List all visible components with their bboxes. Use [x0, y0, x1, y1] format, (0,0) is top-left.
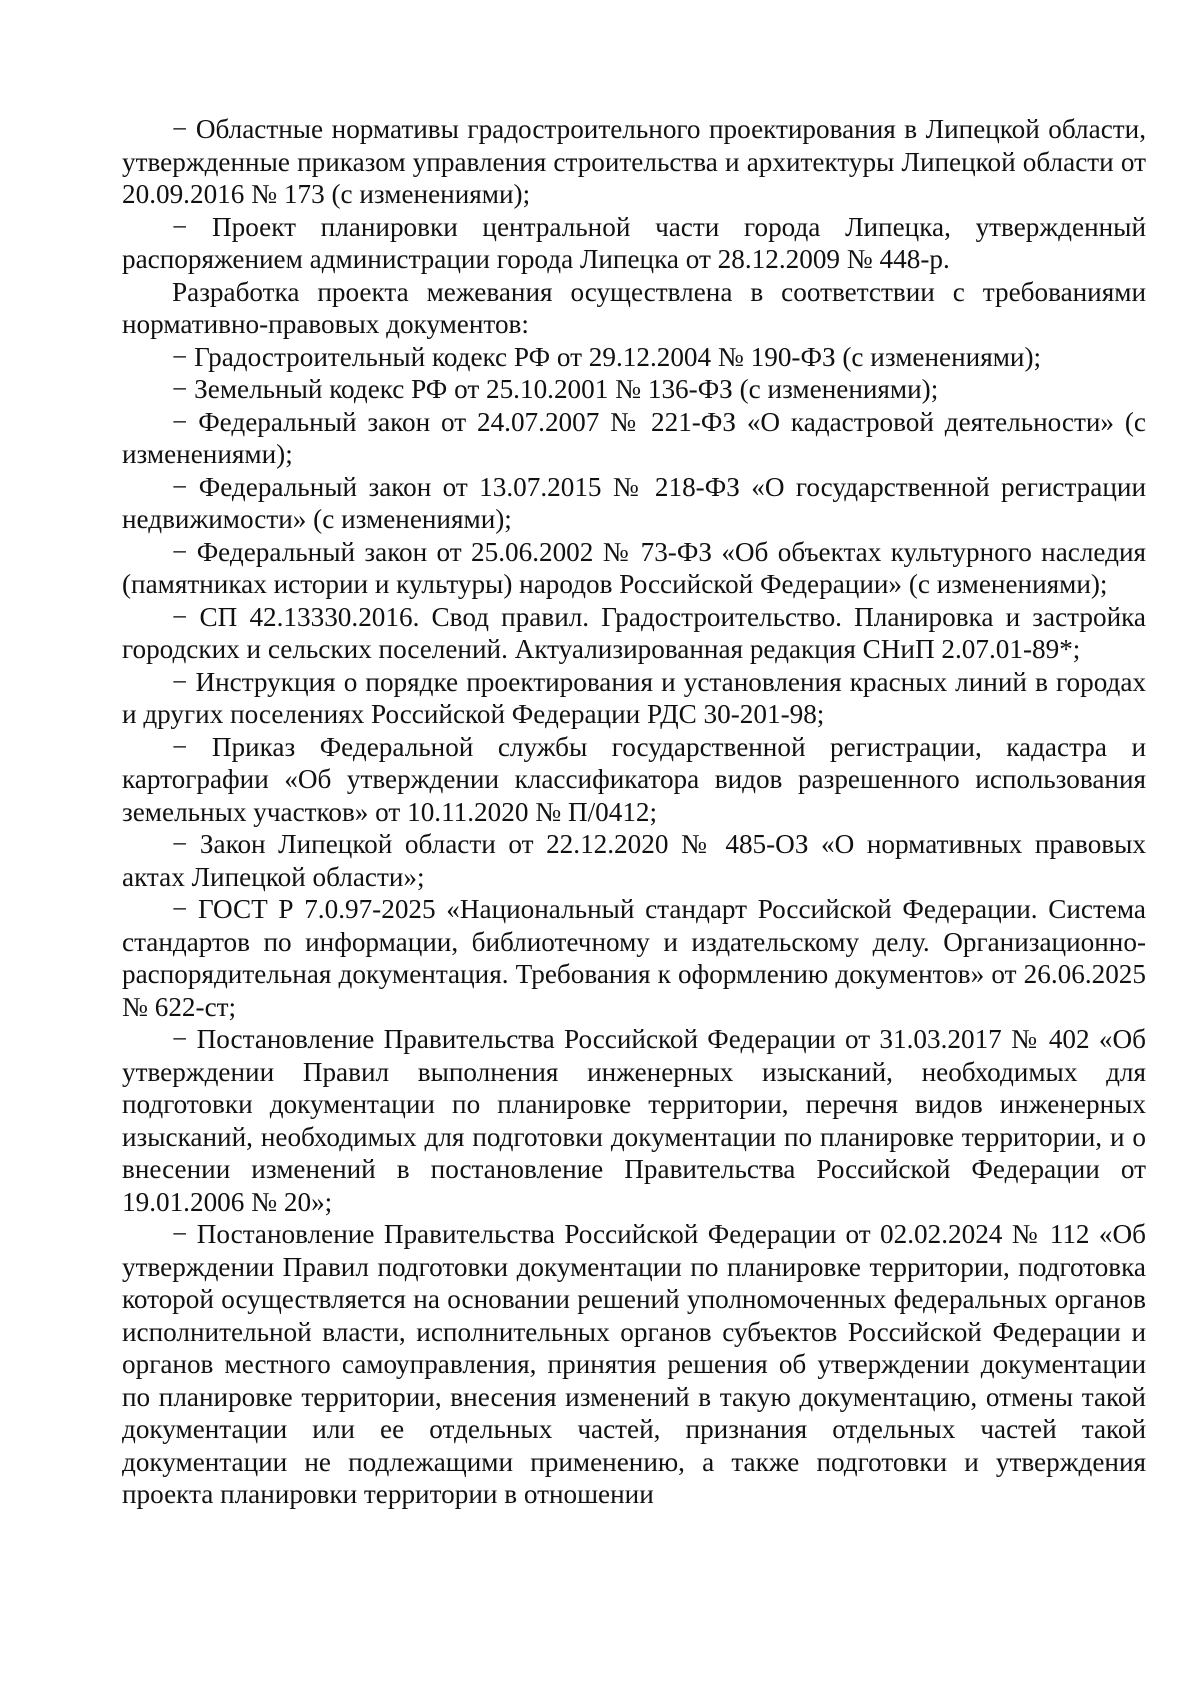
- paragraph-red-lines-instruction: − Инструкция о порядке проектирования и установления красных линий в городах и других поселениях Российской Федерации РДС 30-201-98;: [122, 666, 1146, 729]
- paragraph-land-code: − Земельный кодекс РФ от 25.10.2001 № 136-ФЗ (с изменениями);: [172, 374, 939, 404]
- paragraph-intro-requirements: Разработка проекта межевания осуществлена в соответствии с требованиями нормативно-правовых документов:: [122, 276, 1146, 339]
- paragraph-registration-law: − Федеральный закон от 13.07.2015 № 218-ФЗ «О государственной регистрации недвижимости» (с изменениями);: [122, 471, 1146, 534]
- paragraph-planning-project: − Проект планировки центральной части города Липецка, утвержденный распоряжением администрации города Липецка от 28.12.2009 № 448-р.: [122, 211, 1146, 274]
- paragraph-resolution-402: − Постановление Правительства Российской Федерации от 31.03.2017 № 402 «Об утверждении Правил выполнения инженерных изысканий, необходимых для подготовки документации по планировке территории, перечня видов инженерных изысканий, необходимых для подготовки документации по планировке территории, и о внесении изменений в постановление Правительства Российской Федерации от 19.01.2006 № 20»;: [122, 1024, 1146, 1217]
- document-page: [122, 113, 1146, 1511]
- paragraph-resolution-112: − Постановление Правительства Российской Федерации от 02.02.2024 № 112 «Об утверждении Правил подготовки документации по планировке территории, подготовка которой осуществляется на основании решений уполномоченных федеральных органов исполнительной власти, исполнительных органов субъектов Российской Федерации и органов местного самоуправления, принятия решения об утверждении документации по планировке территории, внесения изменений в такую документацию, отмены такой документации или ее отдельных частей, признания отдельных частей такой документации не подлежащими применению, а также подготовки и утверждения проекта планировки территории в отношении: [122, 1219, 1146, 1509]
- paragraph-lipetsk-law: − Закон Липецкой области от 22.12.2020 № 485-ОЗ «О нормативных правовых актах Липецкой области»;: [122, 829, 1146, 892]
- paragraph-gost: − ГОСТ Р 7.0.97-2025 «Национальный стандарт Российской Федерации. Система стандартов по информации, библиотечному и издательскому делу. Организационно-распорядительная документация. Требования к оформлению документов» от 26.06.2025 № 622-ст;: [122, 894, 1146, 1022]
- paragraph-urban-code: − Градостроительный кодекс РФ от 29.12.2004 № 190-ФЗ (с изменениями);: [172, 341, 1042, 372]
- paragraph-sp-42: − СП 42.13330.2016. Свод правил. Градостроительство. Планировка и застройка городских и сельских поселений. Актуализированная редакция СНиП 2.07.01-89*;: [122, 601, 1146, 664]
- paragraph-regional-standards: − Областные нормативы градостроительного проектирования в Липецкой области, утвержденные приказом управления строительства и архитектуры Липецкой области от 20.09.2016 № 173 (с изменениями);: [122, 114, 1146, 209]
- paragraph-rosreestr-order: − Приказ Федеральной службы государственной регистрации, кадастра и картографии «Об утверждении классификатора видов разрешенного использования земельных участков» от 10.11.2020 № П/0412;: [122, 731, 1146, 827]
- paragraph-cadastral-law: − Федеральный закон от 24.07.2007 № 221-ФЗ «О кадастровой деятельности» (с изменениями);: [122, 406, 1146, 469]
- paragraph-cultural-heritage-law: − Федеральный закон от 25.06.2002 № 73-ФЗ «Об объектах культурного наследия (памятниках истории и культуры) народов Российской Федерации» (с изменениями);: [122, 536, 1146, 599]
